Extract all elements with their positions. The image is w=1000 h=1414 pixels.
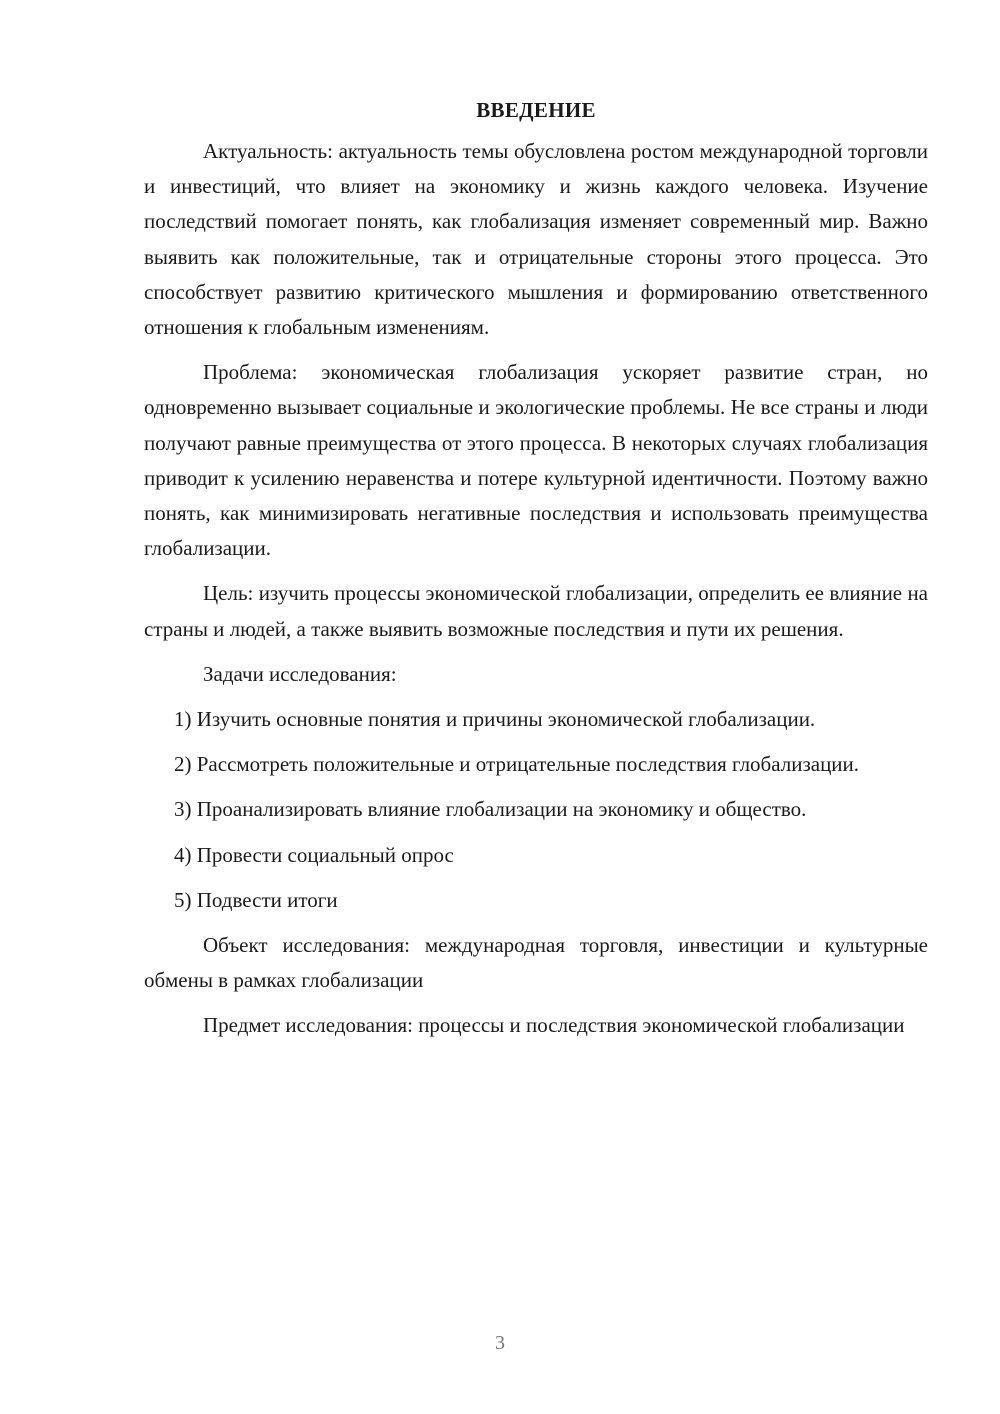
- task-item-2: 2) Рассмотреть положительные и отрицательные последствия глобализации.: [174, 752, 860, 777]
- task-item-4: 4) Провести социальный опрос: [174, 842, 454, 867]
- task-item-1: 1) Изучить основные понятия и причины экономической глобализации.: [174, 707, 816, 732]
- page-title: ВВЕДЕНИЕ: [476, 98, 596, 122]
- paragraph-goal: Цель: изучить процессы экономической глобализации, определить ее влияние на страны и людей, а также выявить возможные последствия и пути их решения.: [144, 581, 928, 641]
- task-item-5: 5) Подвести итоги: [174, 887, 338, 912]
- document-page: [144, 94, 928, 1054]
- page-number: 3: [495, 1332, 505, 1354]
- task-item-3: 3) Проанализировать влияние глобализации на экономику и общество.: [174, 797, 807, 822]
- paragraph-problem: Проблема: экономическая глобализация ускоряет развитие стран, но одновременно вызывает социальные и экологические проблемы. Не все страны и люди получают равные преимущества от этого процесса. В некоторых случаях глобализация приводит к усилению неравенства и потере культурной идентичности. Поэтому важно понять, как минимизировать негативные последствия и использовать преимущества глобализации.: [144, 360, 928, 561]
- paragraph-relevance: Актуальность: актуальность темы обусловлена ростом международной торговли и инвестиций, что влияет на экономику и жизнь каждого человека. Изучение последствий помогает понять, как глобализация изменяет современный мир. Важно выявить как положительные, так и отрицательные стороны этого процесса. Это способствует развитию критического мышления и формированию ответственного отношения к глобальным изменениям.: [144, 139, 928, 340]
- paragraph-research-object: Объект исследования: международная торговля, инвестиции и культурные обмены в рамках глобализации: [144, 933, 928, 993]
- paragraph-research-subject: Предмет исследования: процессы и последствия экономической глобализации: [203, 1013, 905, 1038]
- paragraph-tasks-heading: Задачи исследования:: [203, 661, 397, 686]
